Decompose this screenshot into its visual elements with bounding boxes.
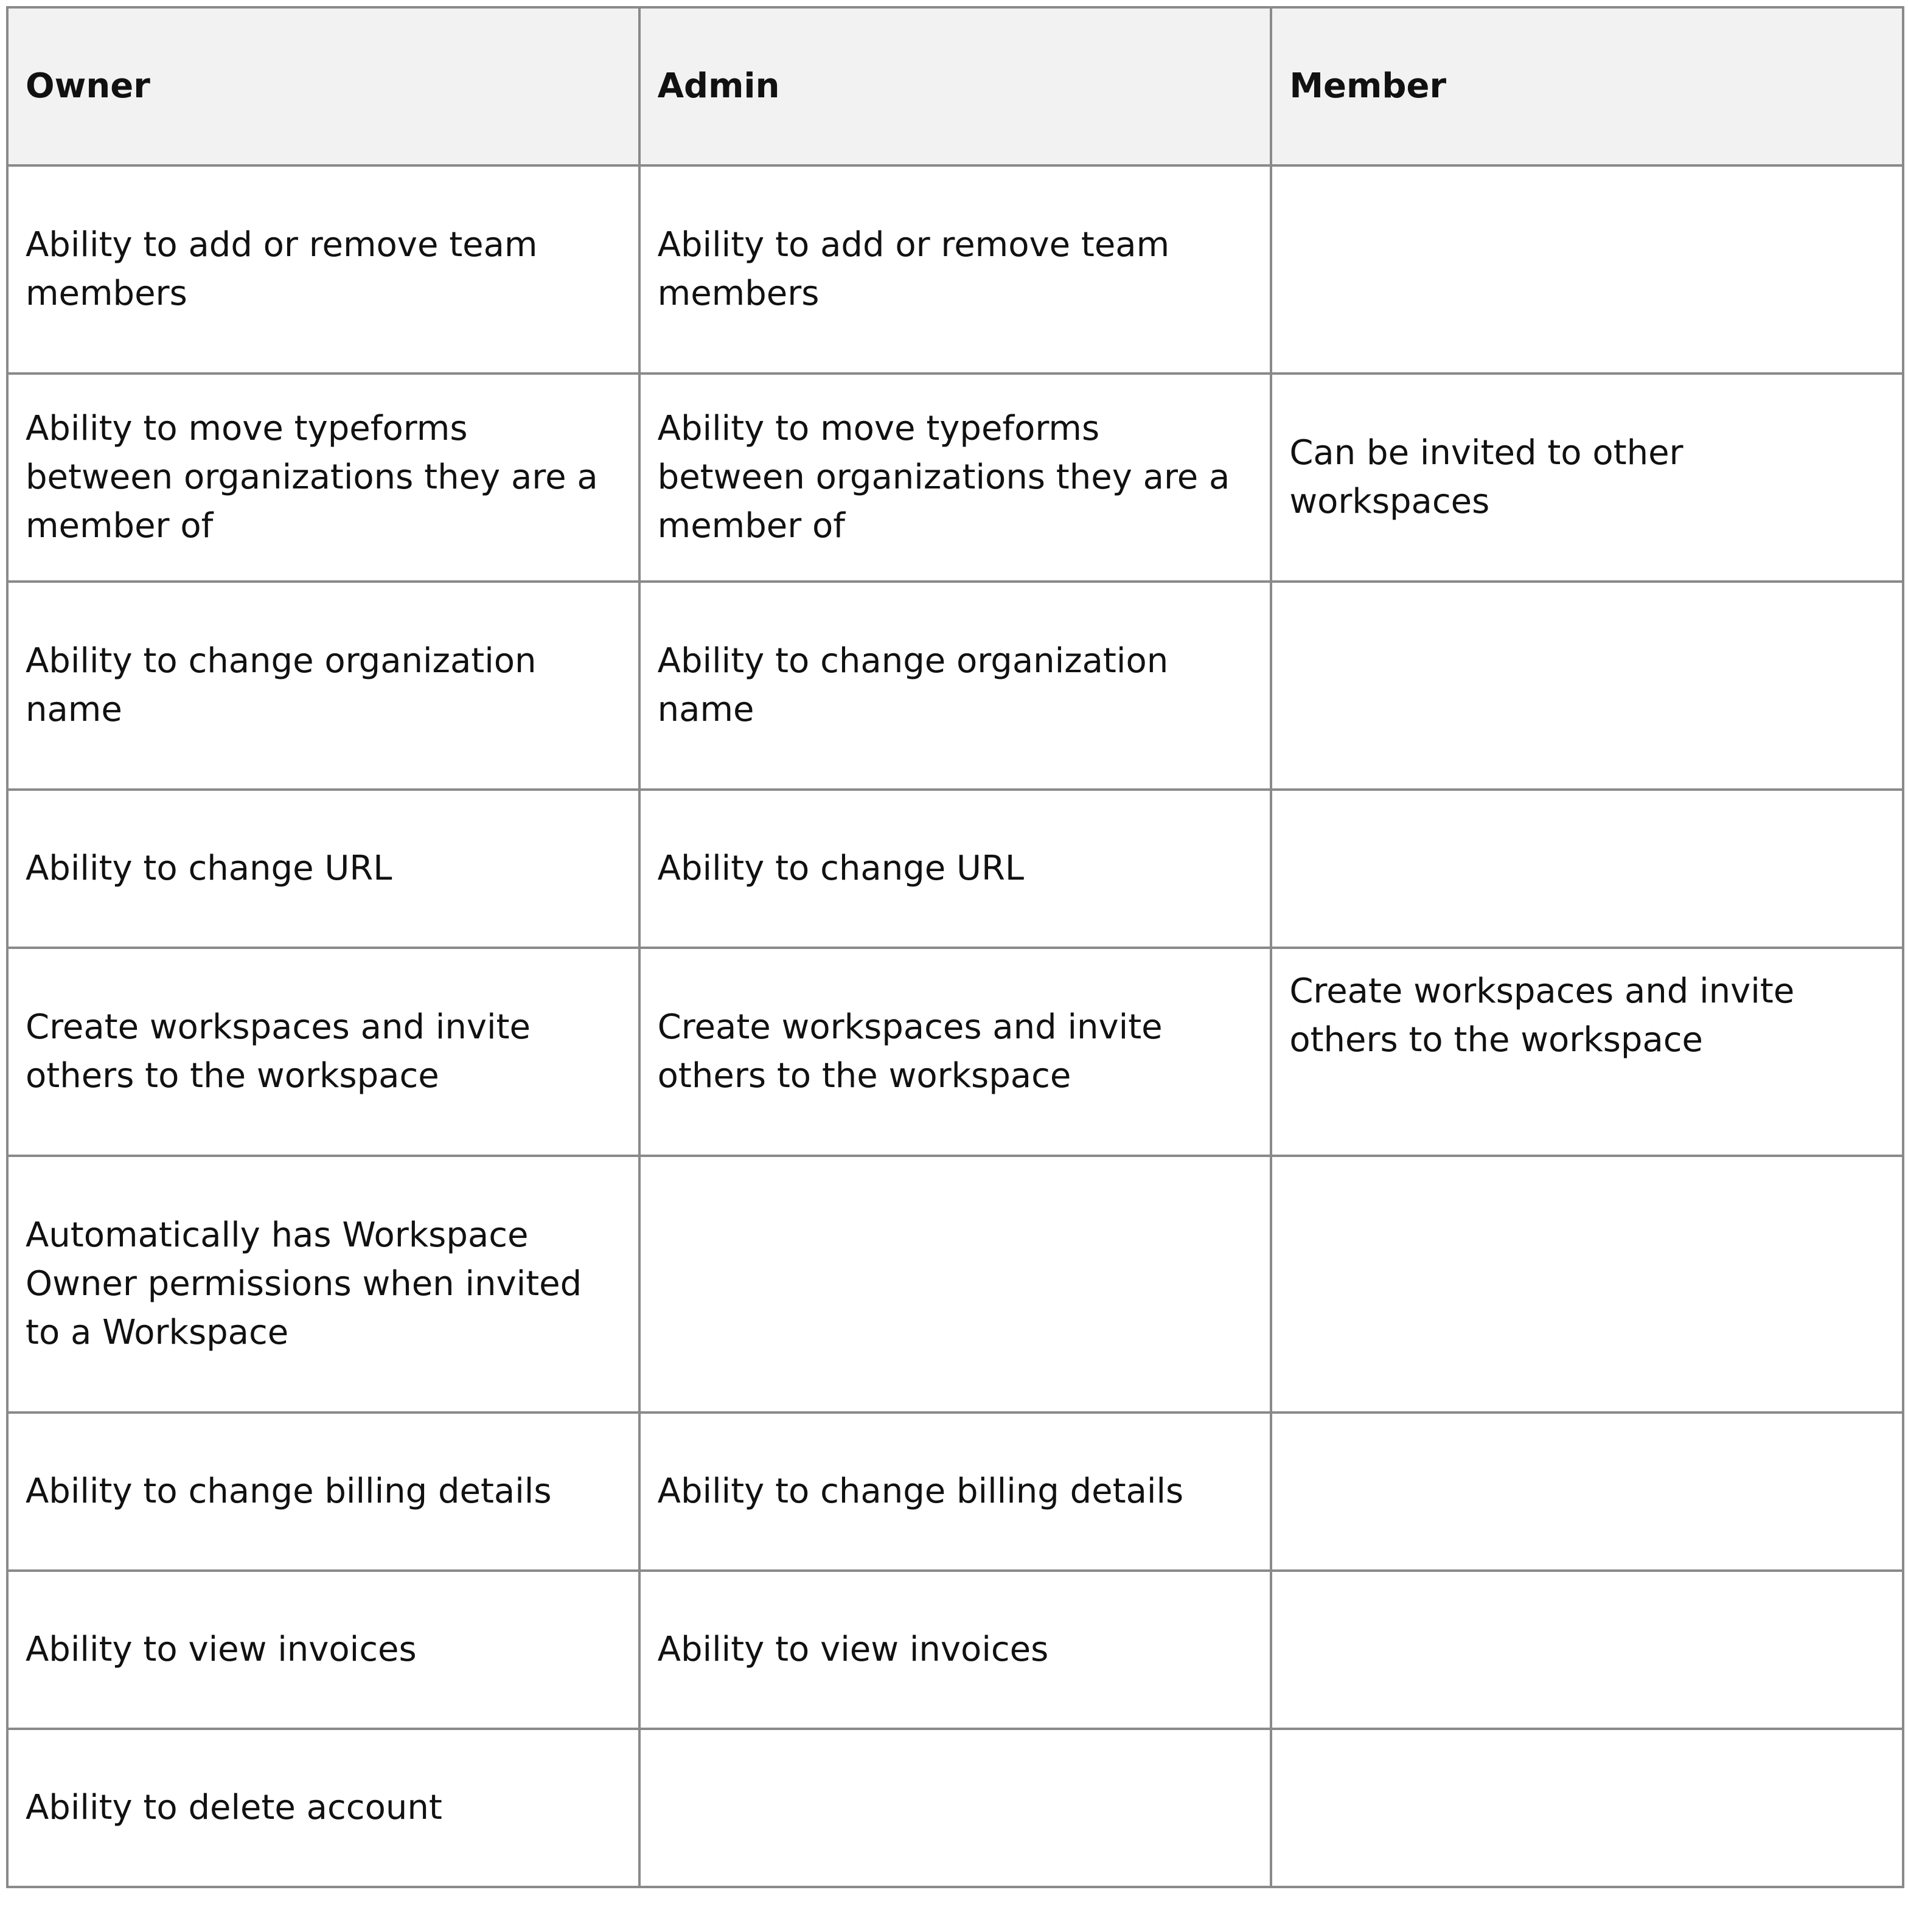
column-header-owner: Owner [7,7,639,165]
table-cell [639,1729,1272,1887]
header-row [7,7,1903,165]
table-cell: Ability to add or remove team members [639,165,1272,374]
column-header-member: Member [1271,7,1903,165]
table-cell: Ability to move typeforms between organizations they are a member of [7,374,639,582]
table-row [7,582,1903,790]
table-cell: Can be invited to other workspaces [1271,374,1903,582]
table-cell: Create workspaces and invite others to the workspace [7,948,639,1156]
table-body [7,165,1903,1887]
table-row [7,374,1903,582]
table-cell: Ability to view invoices [639,1571,1272,1729]
table-row [7,1729,1903,1887]
table-row [7,948,1903,1156]
table-cell: Automatically has Workspace Owner permissions when invited to a Workspace [7,1156,639,1413]
column-header-admin: Admin [639,7,1272,165]
table-cell [1271,790,1903,948]
table-cell [1271,1413,1903,1571]
permissions-table [6,6,1904,1888]
table-cell: Ability to change billing details [7,1413,639,1571]
table-cell: Ability to delete account [7,1729,639,1887]
table-cell [1271,165,1903,374]
table-cell: Ability to change organization name [7,582,639,790]
table-cell: Ability to change billing details [639,1413,1272,1571]
table-cell: Create workspaces and invite others to the workspace [1271,948,1903,1156]
table-row [7,1413,1903,1571]
table-cell: Ability to change URL [639,790,1272,948]
table-cell [1271,1571,1903,1729]
table-cell: Ability to change organization name [639,582,1272,790]
table-row [7,790,1903,948]
table-cell [1271,1156,1903,1413]
table-cell: Ability to add or remove team members [7,165,639,374]
table-cell: Ability to move typeforms between organizations they are a member of [639,374,1272,582]
table-cell [1271,1729,1903,1887]
table-cell: Ability to view invoices [7,1571,639,1729]
table-cell: Create workspaces and invite others to the workspace [639,948,1272,1156]
table-cell [639,1156,1272,1413]
table-cell [1271,582,1903,790]
table-header [7,7,1903,165]
table-cell: Ability to change URL [7,790,639,948]
table-row [7,1156,1903,1413]
table-row [7,1571,1903,1729]
table-row [7,165,1903,374]
